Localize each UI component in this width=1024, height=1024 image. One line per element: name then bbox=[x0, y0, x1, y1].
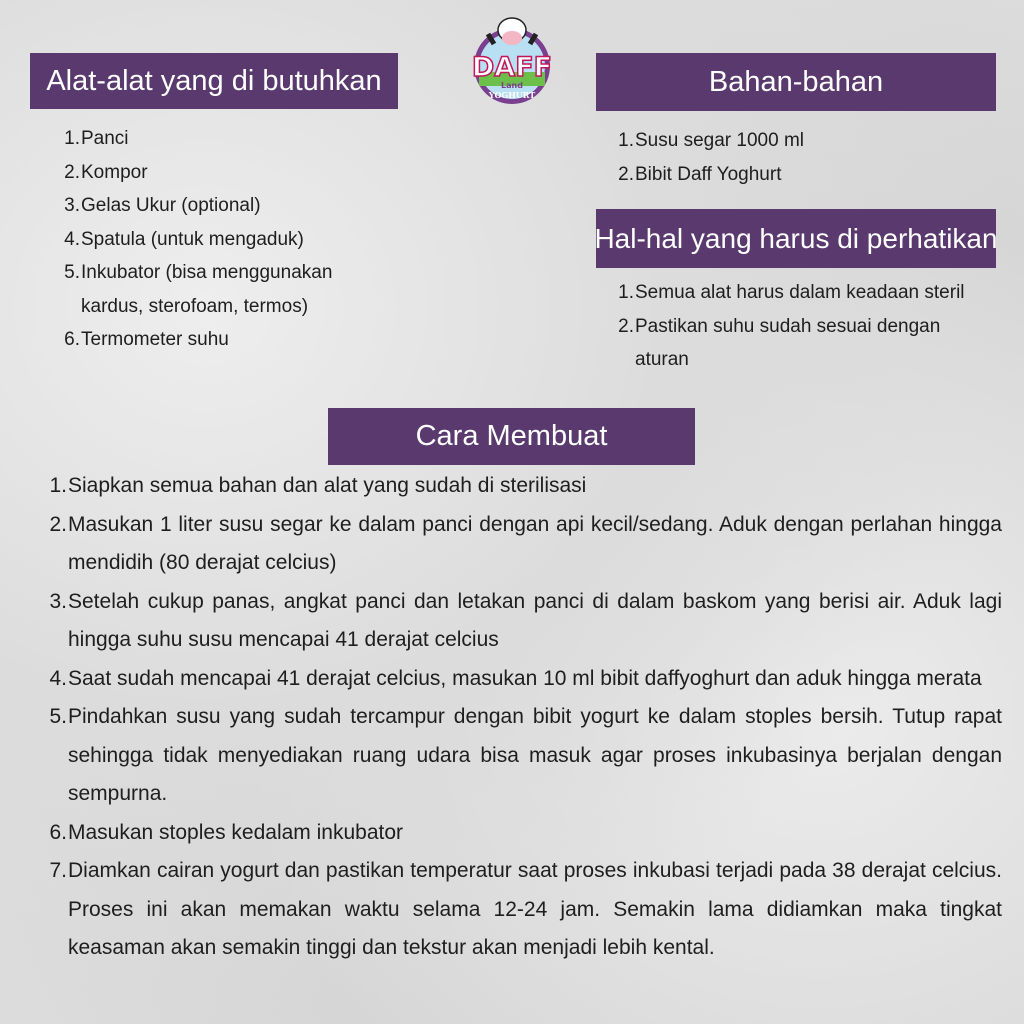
notes-list bbox=[614, 276, 984, 377]
list-item: 5. Inkubator (bisa menggunakan kardus, sterofoam, termos) bbox=[64, 262, 333, 317]
list-item: 4. Saat sudah mencapai 41 derajat celcius, masukan 10 ml bibit daffyoghurt dan aduk hingga merata bbox=[49, 666, 982, 690]
list-item: 1. Panci bbox=[64, 128, 129, 149]
list-item: 2. Kompor bbox=[64, 161, 148, 183]
tools-heading: Alat-alat yang di butuhkan bbox=[30, 53, 398, 109]
list-item: 1. Semua alat harus dalam keadaan steril bbox=[618, 282, 965, 303]
list-item: 7. Diamkan cairan yogurt dan pastikan temperatur saat proses inkubasi terjadi pada 38 derajat celcius. Proses ini akan memakan waktu selama 12-24 jam. Semakin lama didiamkan maka tingkat keasaman akan semakin tinggi dan tekstur akan menjadi lebih kental. bbox=[49, 859, 1002, 959]
svg-text:YOGHURT: YOGHURT bbox=[488, 90, 536, 100]
list-item: 4. Spatula (untuk mengaduk) bbox=[64, 228, 304, 250]
list-item: 6. Termometer suhu bbox=[64, 329, 229, 350]
list-item: 6. Masukan stoples kedalam inkubator bbox=[49, 820, 404, 844]
steps-heading: Cara Membuat bbox=[328, 408, 695, 465]
tools-list bbox=[60, 122, 360, 357]
daff-yoghurt-logo bbox=[464, 10, 560, 106]
list-item: 2. Masukan 1 liter susu segar ke dalam panci dengan api kecil/sedang. Aduk dengan perlahan hingga mendidih (80 derajat celcius) bbox=[49, 512, 1002, 574]
list-item: 3. Gelas Ukur (optional) bbox=[64, 195, 261, 216]
ingredients-list bbox=[614, 124, 994, 191]
steps-list bbox=[40, 467, 1002, 968]
notes-heading: Hal-hal yang harus di perhatikan bbox=[596, 209, 996, 268]
svg-text:DAFF: DAFF bbox=[471, 52, 553, 83]
list-item: 2. Bibit Daff Yoghurt bbox=[618, 163, 782, 185]
list-item: 1. Susu segar 1000 ml bbox=[618, 130, 804, 151]
list-item: 1. Siapkan semua bahan dan alat yang sudah di sterilisasi bbox=[49, 474, 587, 497]
list-item: 2. Pastikan suhu sudah sesuai dengan aturan bbox=[618, 315, 941, 370]
list-item: 3. Setelah cukup panas, angkat panci dan letakan panci di dalam baskom yang berisi air. Aduk lagi hingga suhu susu mencapai 41 derajat celcius bbox=[49, 589, 1002, 651]
list-item: 5. Pindahkan susu yang sudah tercampur dengan bibit yogurt ke dalam stoples bersih. Tutup rapat sehingga tidak menyediakan ruang udara bisa masuk agar proses inkubasinya berjalan dengan sempurna. bbox=[49, 705, 1002, 805]
ingredients-heading: Bahan-bahan bbox=[596, 53, 996, 111]
svg-text:Land: Land bbox=[501, 81, 523, 90]
